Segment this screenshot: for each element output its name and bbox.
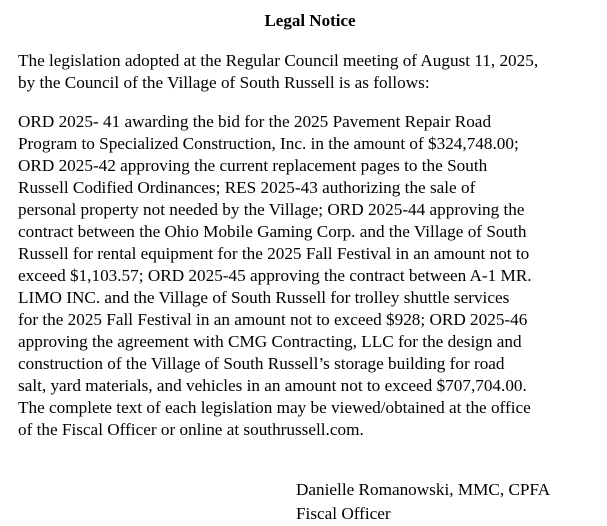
legislation-line: Program to Specialized Construction, Inc. in the amount of $324,748.00; xyxy=(18,134,519,153)
notice-title: Legal Notice xyxy=(264,11,356,30)
legal-notice xyxy=(18,10,598,441)
legislation-paragraph xyxy=(18,111,598,441)
legislation-line: ORD 2025-42 approving the current replacement pages to the South xyxy=(18,156,488,175)
legislation-line: approving the agreement with CMG Contracting, LLC for the design and xyxy=(18,332,522,351)
legislation-line: of the Fiscal Officer or online at southrussell.com. xyxy=(18,420,364,439)
legislation-line: Russell for rental equipment for the 2025 Fall Festival in an amount not to xyxy=(18,244,530,263)
signatory-title: Fiscal Officer xyxy=(296,504,391,523)
intro-line: by the Council of the Village of South Russell is as follows: xyxy=(18,73,430,92)
legislation-line: construction of the Village of South Russell’s storage building for road xyxy=(18,354,505,373)
signature-block xyxy=(296,478,550,526)
legislation-line: for the 2025 Fall Festival in an amount not to exceed $928; ORD 2025-46 xyxy=(18,310,528,329)
legislation-line: salt, yard materials, and vehicles in an amount not to exceed $707,704.00. xyxy=(18,376,527,395)
legislation-line: personal property not needed by the Village; ORD 2025-44 approving the xyxy=(18,200,525,219)
legislation-line: exceed $1,103.57; ORD 2025-45 approving the contract between A-1 MR. xyxy=(18,266,532,285)
intro-paragraph xyxy=(18,50,598,94)
legislation-line: LIMO INC. and the Village of South Russell for trolley shuttle services xyxy=(18,288,510,307)
legislation-line: ORD 2025- 41 awarding the bid for the 2025 Pavement Repair Road xyxy=(18,112,492,131)
legislation-line: Russell Codified Ordinances; RES 2025-43 authorizing the sale of xyxy=(18,178,476,197)
intro-line: The legislation adopted at the Regular Council meeting of August 11, 2025, xyxy=(18,51,539,70)
signatory-name: Danielle Romanowski, MMC, CPFA xyxy=(296,480,551,499)
legislation-line: The complete text of each legislation may be viewed/obtained at the office xyxy=(18,398,531,417)
legislation-line: contract between the Ohio Mobile Gaming Corp. and the Village of South xyxy=(18,222,527,241)
